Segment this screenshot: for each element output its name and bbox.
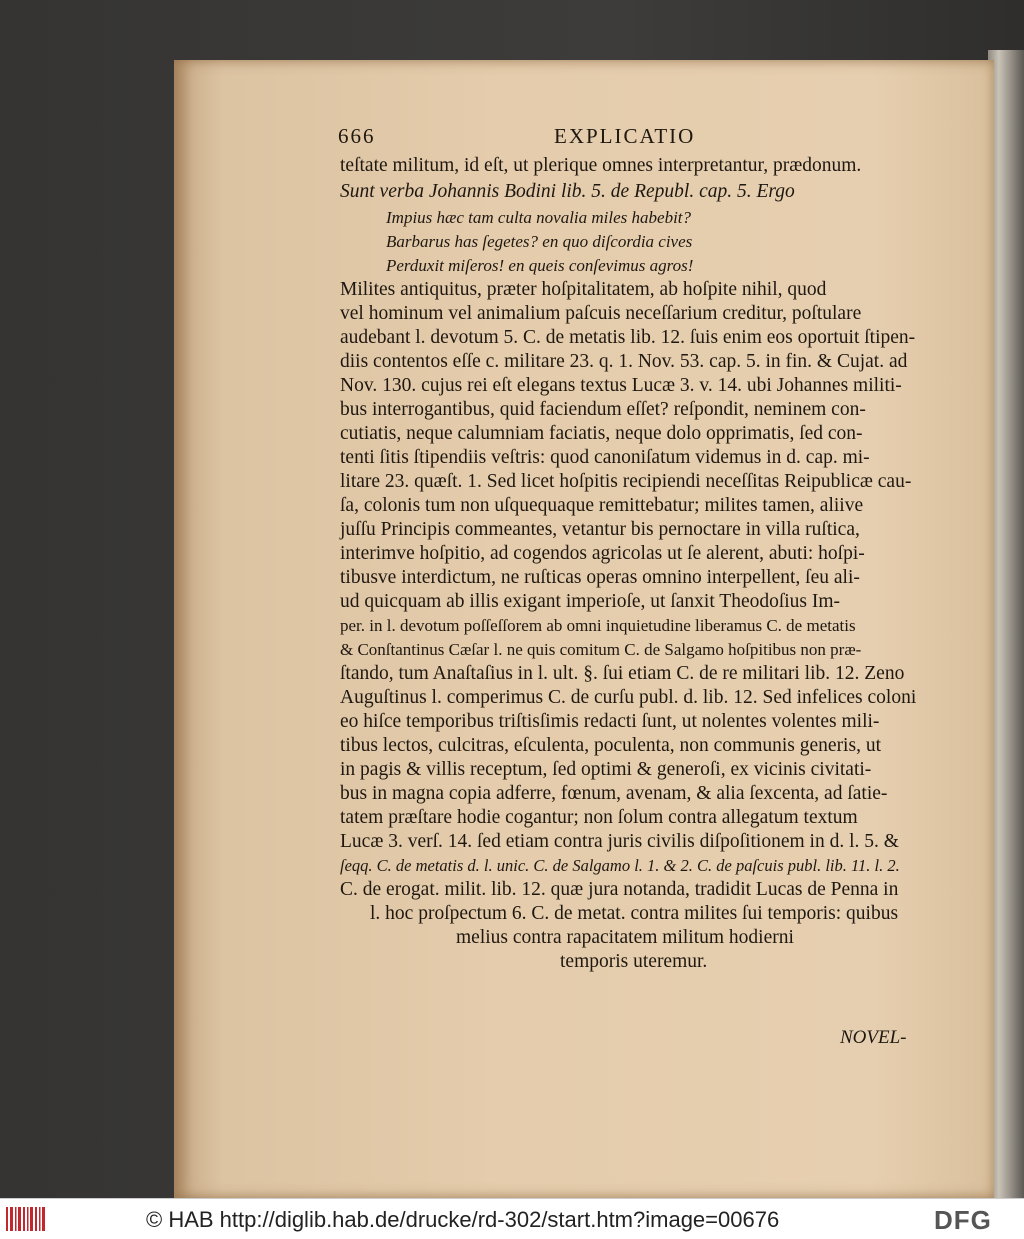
- text-line: audebant l. devotum 5. C. de metatis lib. 12. ſuis enim eos oportuit ſtipen-: [340, 327, 916, 348]
- page-number: 666: [338, 124, 376, 148]
- text-line: litare 23. quæſt. 1. Sed licet hoſpitis recipiendi neceſſitas Reipublicæ cau-: [340, 471, 912, 492]
- text-line: eo hiſce temporibus triſtisſimis redacti ſunt, ut nolentes volentes mili-: [340, 711, 880, 732]
- running-head: EXPLICATIO: [554, 124, 696, 148]
- text-line: Auguſtinus l. comperimus C. de curſu publ. d. lib. 12. Sed infelices coloni: [340, 687, 917, 708]
- text-line: Nov. 130. cujus rei eſt elegans textus Lucæ 3. v. 14. ubi Johannes militi-: [340, 375, 902, 396]
- text-line: cutiatis, neque calumniam faciatis, neque dolo opprimatis, ſed con-: [340, 423, 863, 444]
- verse-line: Perduxit miſeros! en queis conſevimus agros!: [386, 256, 694, 275]
- text-line: juſſu Principis commeantes, vetantur bis pernoctare in villa ruſtica,: [340, 519, 860, 540]
- text-line: tibusve interdictum, ne ruſticas operas omnino interpellent, ſeu ali-: [340, 567, 860, 588]
- text-line: melius contra rapacitatem militum hodierni: [456, 927, 794, 948]
- text-line: teſtate militum, id eſt, ut plerique omnes interpretantur, prædonum.: [340, 155, 862, 176]
- verse-line: Impius hæc tam culta novalia miles habebit?: [386, 208, 692, 227]
- text-line: Lucæ 3. verſ. 14. ſed etiam contra juris civilis diſpoſitionem in d. l. 5. &: [340, 831, 899, 852]
- text-line: ſa, colonis tum non uſquequaque remittebatur; milites tamen, aliive: [340, 495, 864, 516]
- text-line: per. in l. devotum poſſeſſorem ab omni inquietudine liberamus C. de metatis: [340, 616, 856, 635]
- text-line: tibus lectos, culcitras, eſculenta, poculenta, non communis generis, ut: [340, 735, 881, 756]
- hab-barcode-icon: [6, 1205, 48, 1233]
- text-line: tatem præſtare hodie cogantur; non ſolum contra allegatum textum: [340, 807, 858, 828]
- text-line: bus interrogantibus, quid faciendum eſſet? reſpondit, neminem con-: [340, 399, 866, 420]
- viewer-footer: [0, 1198, 1024, 1239]
- text-line: vel hominum vel animalium paſcuis neceſſarium creditur, poſtulare: [340, 303, 862, 324]
- text-line: C. de erogat. milit. lib. 12. quæ jura notanda, tradidit Lucas de Penna in: [340, 879, 899, 900]
- text-line: Milites antiquitus, præter hoſpitalitatem, ab hoſpite nihil, quod: [340, 279, 827, 300]
- text-line: temporis uteremur.: [560, 951, 708, 972]
- dfg-logo: DFG: [934, 1205, 992, 1235]
- text-line: interimve hoſpitio, ad cogendos agricolas ut ſe alerent, abuti: hoſpi-: [340, 543, 865, 564]
- text-line: ſtando, tum Anaſtaſius in l. ult. §. ſui etiam C. de re militari lib. 12. Zeno: [340, 663, 905, 684]
- text-line: & Conſtantinus Cæſar l. ne quis comitum C. de Salgamo hoſpitibus non præ-: [340, 640, 862, 659]
- text-line: diis contentos eſſe c. militare 23. q. 1. Nov. 53. cap. 5. in fin. & Cujat. ad: [340, 351, 908, 372]
- attribution-link[interactable]: © HAB http://diglib.hab.de/drucke/rd-302/start.htm?image=00676: [146, 1207, 780, 1232]
- text-line: Sunt verba Johannis Bodini lib. 5. de Republ. cap. 5. Ergo: [340, 181, 795, 202]
- verse-line: Barbarus has ſegetes? en quo diſcordia cives: [386, 232, 693, 251]
- text-line: tenti ſitis ſtipendiis veſtris: quod canoniſatum videmus in d. cap. mi-: [340, 447, 870, 468]
- text-line: ſeqq. C. de metatis d. l. unic. C. de Salgamo l. 1. & 2. C. de paſcuis publ. lib. 11. l. 2.: [340, 856, 900, 875]
- text-line: l. hoc proſpectum 6. C. de metat. contra milites ſui temporis: quibus: [370, 903, 899, 924]
- text-line: bus in magna copia adferre, fœnum, avenam, & alia ſexcenta, ad ſatie-: [340, 783, 888, 804]
- text-line: in pagis & villis receptum, ſed optimi & generoſi, ex vicinis civitati-: [340, 759, 872, 780]
- text-line: ud quicquam ab illis exigant imperioſe, ut ſanxit Theodoſius Im-: [340, 591, 841, 612]
- catchword: NOVEL-: [840, 1027, 907, 1048]
